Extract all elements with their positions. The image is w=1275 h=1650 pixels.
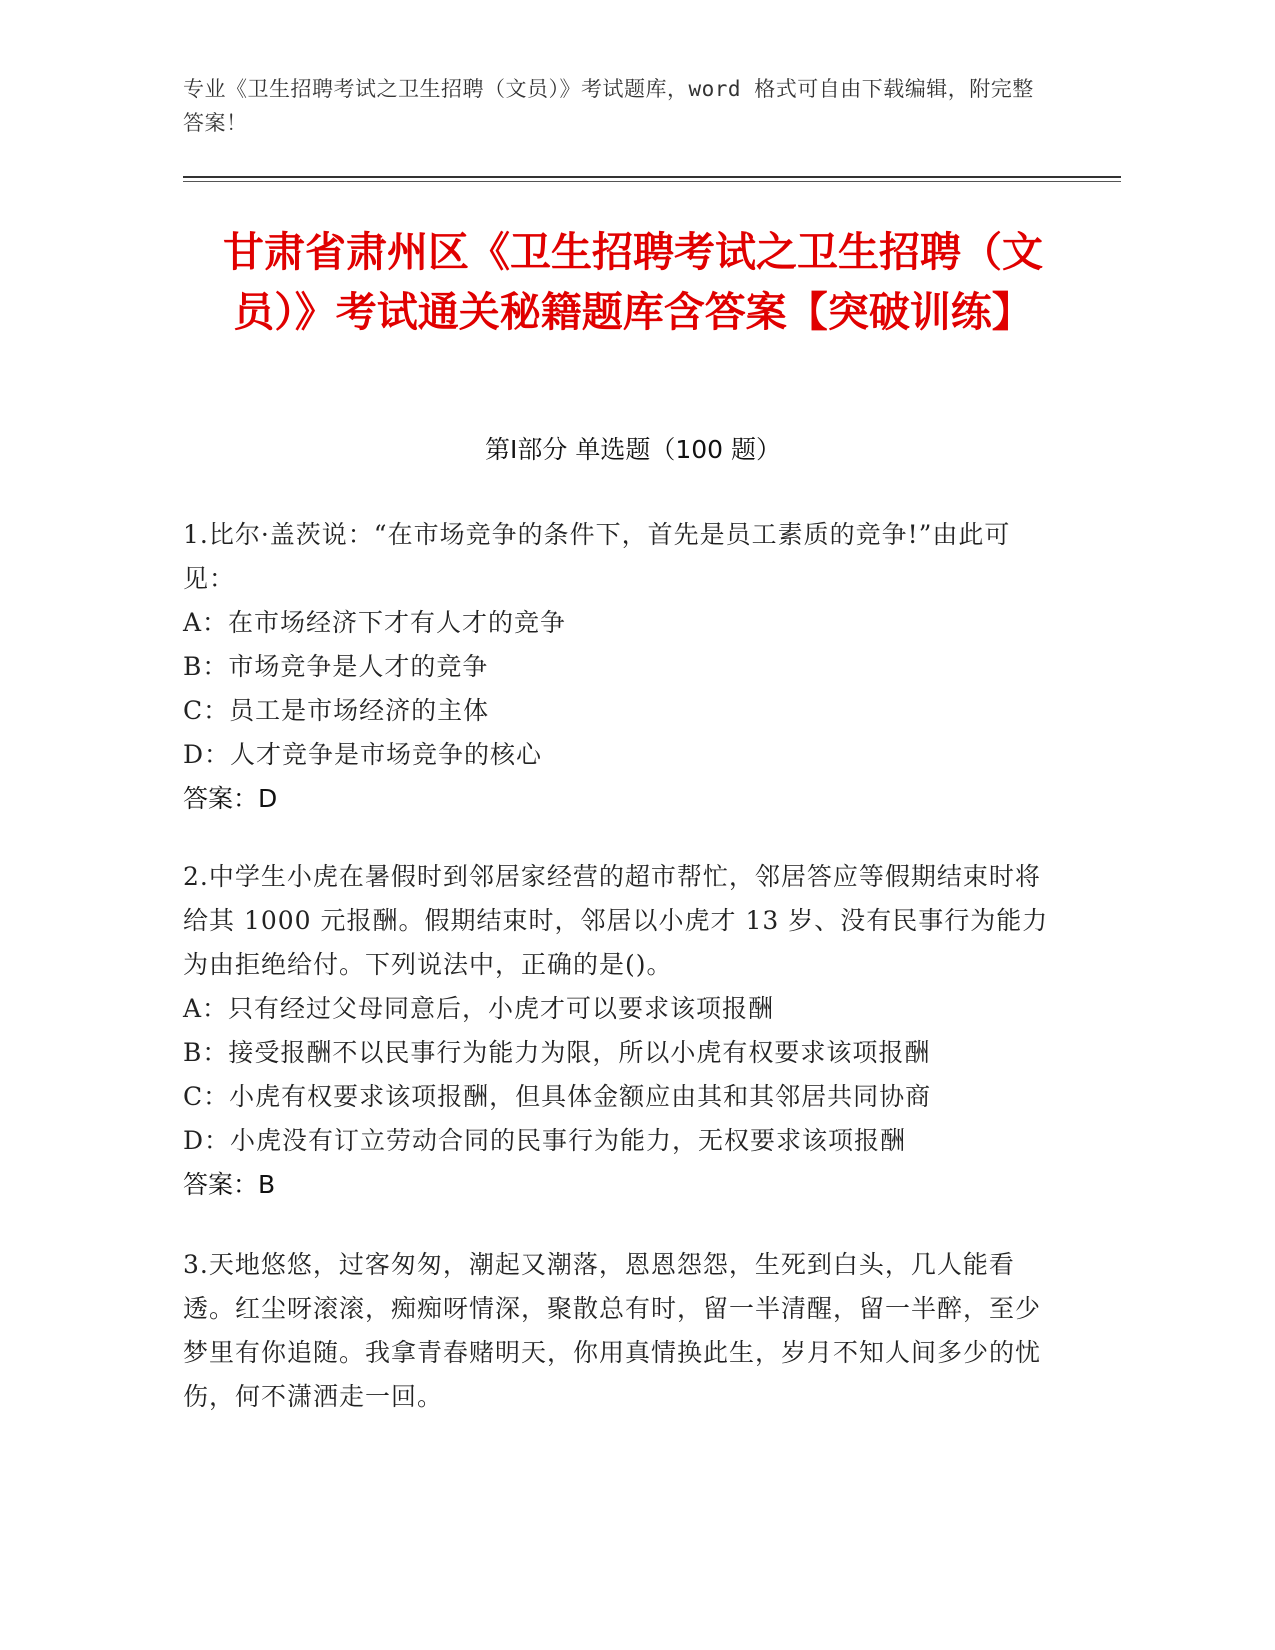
option-b: B：接受报酬不以民事行为能力为限，所以小虎有权要求该项报酬 [183, 1038, 931, 1067]
header-note: 专业《卫生招聘考试之卫生招聘（文员）》考试题库，word 格式可自由下载编辑，附完整答案！ [183, 77, 1034, 135]
question-2 [183, 855, 1053, 1207]
answer: 答案：B [183, 1170, 276, 1199]
option-a: A：只有经过父母同意后，小虎才可以要求该项报酬 [183, 994, 775, 1023]
question-1 [183, 513, 1053, 821]
option-c: C：员工是市场经济的主体 [183, 696, 490, 725]
option-b: B：市场竞争是人才的竞争 [183, 652, 489, 681]
option-a: A：在市场经济下才有人才的竞争 [183, 608, 567, 637]
header-rule-thin [183, 181, 1121, 182]
header-rule-thick [183, 176, 1121, 178]
question-3 [183, 1243, 1053, 1419]
option-c: C：小虎有权要求该项报酬，但具体金额应由其和其邻居共同协商 [183, 1082, 932, 1111]
question-stem: 1.比尔·盖茨说：“在市场竞争的条件下，首先是员工素质的竞争!”由此可见： [183, 520, 1011, 593]
question-stem: 2.中学生小虎在暑假时到邻居家经营的超市帮忙，邻居答应等假期结束时将给其 1000 元报酬。假期结束时，邻居以小虎才 13 岁、没有民事行为能力为由拒绝给付。下列说法中，正确的是()。 [183, 862, 1049, 979]
section-title: 第Ⅰ部分 单选题（100 题） [485, 435, 781, 464]
question-stem: 3.天地悠悠，过客匆匆，潮起又潮落，恩恩怨怨，生死到白头，几人能看透。红尘呀滚滚，痴痴呀情深，聚散总有时，留一半清醒，留一半醉，至少梦里有你追随。我拿青春赌明天，你用真情换此生，岁月不知人间多少的忧伤，何不潇洒走一回。 [183, 1250, 1042, 1411]
document-title: 甘肃省肃州区《卫生招聘考试之卫生招聘（文员）》考试通关秘籍题库含答案【突破训练】 [223, 228, 1043, 336]
option-d: D：小虎没有订立劳动合同的民事行为能力，无权要求该项报酬 [183, 1126, 907, 1155]
answer: 答案：D [183, 784, 278, 813]
option-d: D：人才竞争是市场竞争的核心 [183, 740, 543, 769]
